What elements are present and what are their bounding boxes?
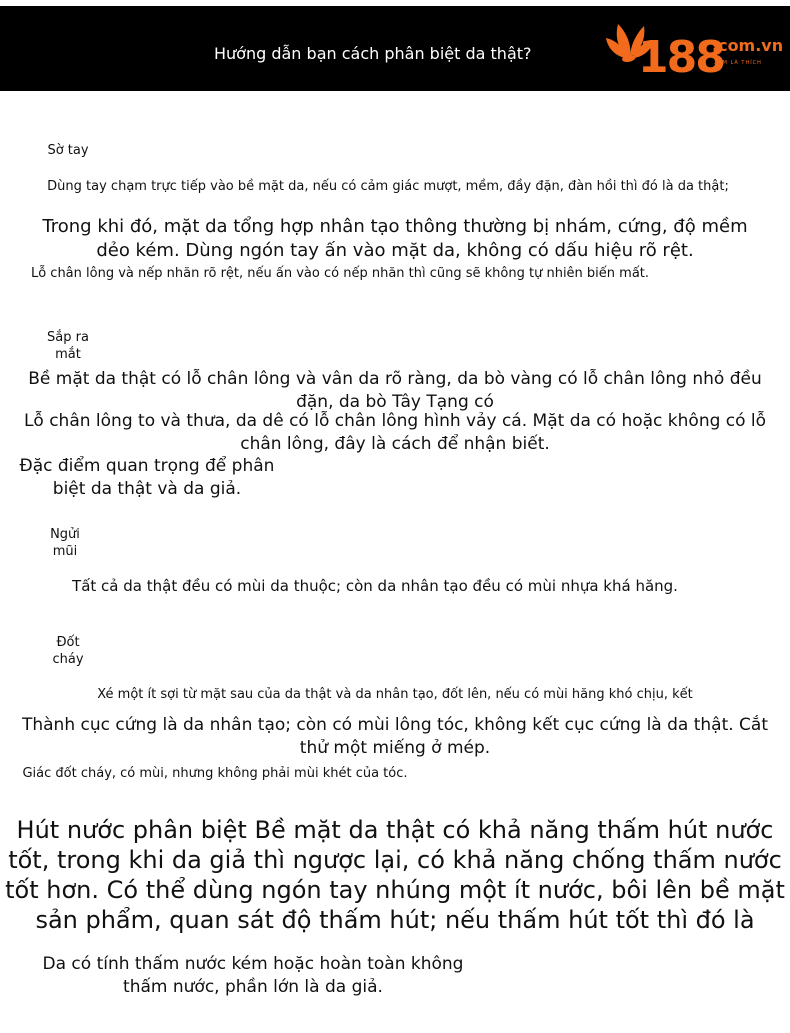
section-paragraph: Xé một ít sợi từ mặt sau của da thật và da nhân tạo, đốt lên, nếu có mùi hăng khó chịu, kết	[97, 687, 693, 702]
section-heading: Đốt cháy	[52, 635, 84, 667]
site-logo[interactable]	[606, 18, 786, 90]
section-paragraph: Đặc điểm quan trọng để phân biệt da thật và da giả.	[19, 456, 275, 500]
section-paragraph: Trong khi đó, mặt da tổng hợp nhân tạo thông thường bị nhám, cứng, độ mềm dẻo kém. Dùng ngón tay ấn vào mặt da, không có dấu hiệu rõ rệt.	[42, 216, 748, 262]
logo-number: 188	[638, 32, 724, 83]
section-paragraph: Hút nước phân biệt Bề mặt da thật có khả năng thấm hút nước tốt, trong khi da giả thì ngược lại, có khả năng chống thấm nước tốt hơn. Có thể dùng ngón tay nhúng một ít nước, bôi lên bề mặt sản phẩm, quan sát độ thấm hút; nếu thấm hút tốt thì đó là	[5, 816, 785, 934]
section-paragraph: Giác đốt cháy, có mùi, nhưng không phải mùi khét của tóc.	[22, 766, 408, 781]
logo-tagline: XEM LÀ THÍCH	[714, 60, 762, 66]
section-paragraph: Bề mặt da thật có lỗ chân lông và vân da rõ ràng, da bò vàng có lỗ chân lông nhỏ đều đặn, da bò Tây Tạng có	[28, 369, 762, 413]
section-paragraph: Lỗ chân lông to và thưa, da dê có lỗ chân lông hình vảy cá. Mặt da có hoặc không có lỗ chân lông, đây là cách để nhận biết.	[23, 411, 767, 455]
logo-domain: .com.vn	[712, 36, 784, 55]
section-paragraph: Lỗ chân lông và nếp nhăn rõ rệt, nếu ấn vào có nếp nhăn thì cũng sẽ không tự nhiên biến mất.	[30, 266, 650, 281]
section-heading: Sắp ra mắt	[47, 330, 89, 362]
section-paragraph: Tất cả da thật đều có mùi da thuộc; còn da nhân tạo đều có mùi nhựa khá hăng.	[72, 577, 678, 595]
section-heading: Ngửi mũi	[50, 527, 80, 559]
header-bar	[0, 6, 790, 91]
section-paragraph: Dùng tay chạm trực tiếp vào bề mặt da, nếu có cảm giác mượt, mềm, đầy đặn, đàn hồi thì đó là da thật;	[47, 179, 729, 194]
page-title: Hướng dẫn bạn cách phân biệt da thật?	[214, 44, 532, 63]
section-paragraph: Da có tính thấm nước kém hoặc hoàn toàn không thấm nước, phần lớn là da giả.	[42, 954, 464, 998]
section-paragraph: Thành cục cứng là da nhân tạo; còn có mùi lông tóc, không kết cục cứng là da thật. Cắt thử một miếng ở mép.	[21, 715, 769, 759]
section-heading: Sờ tay	[47, 143, 89, 158]
